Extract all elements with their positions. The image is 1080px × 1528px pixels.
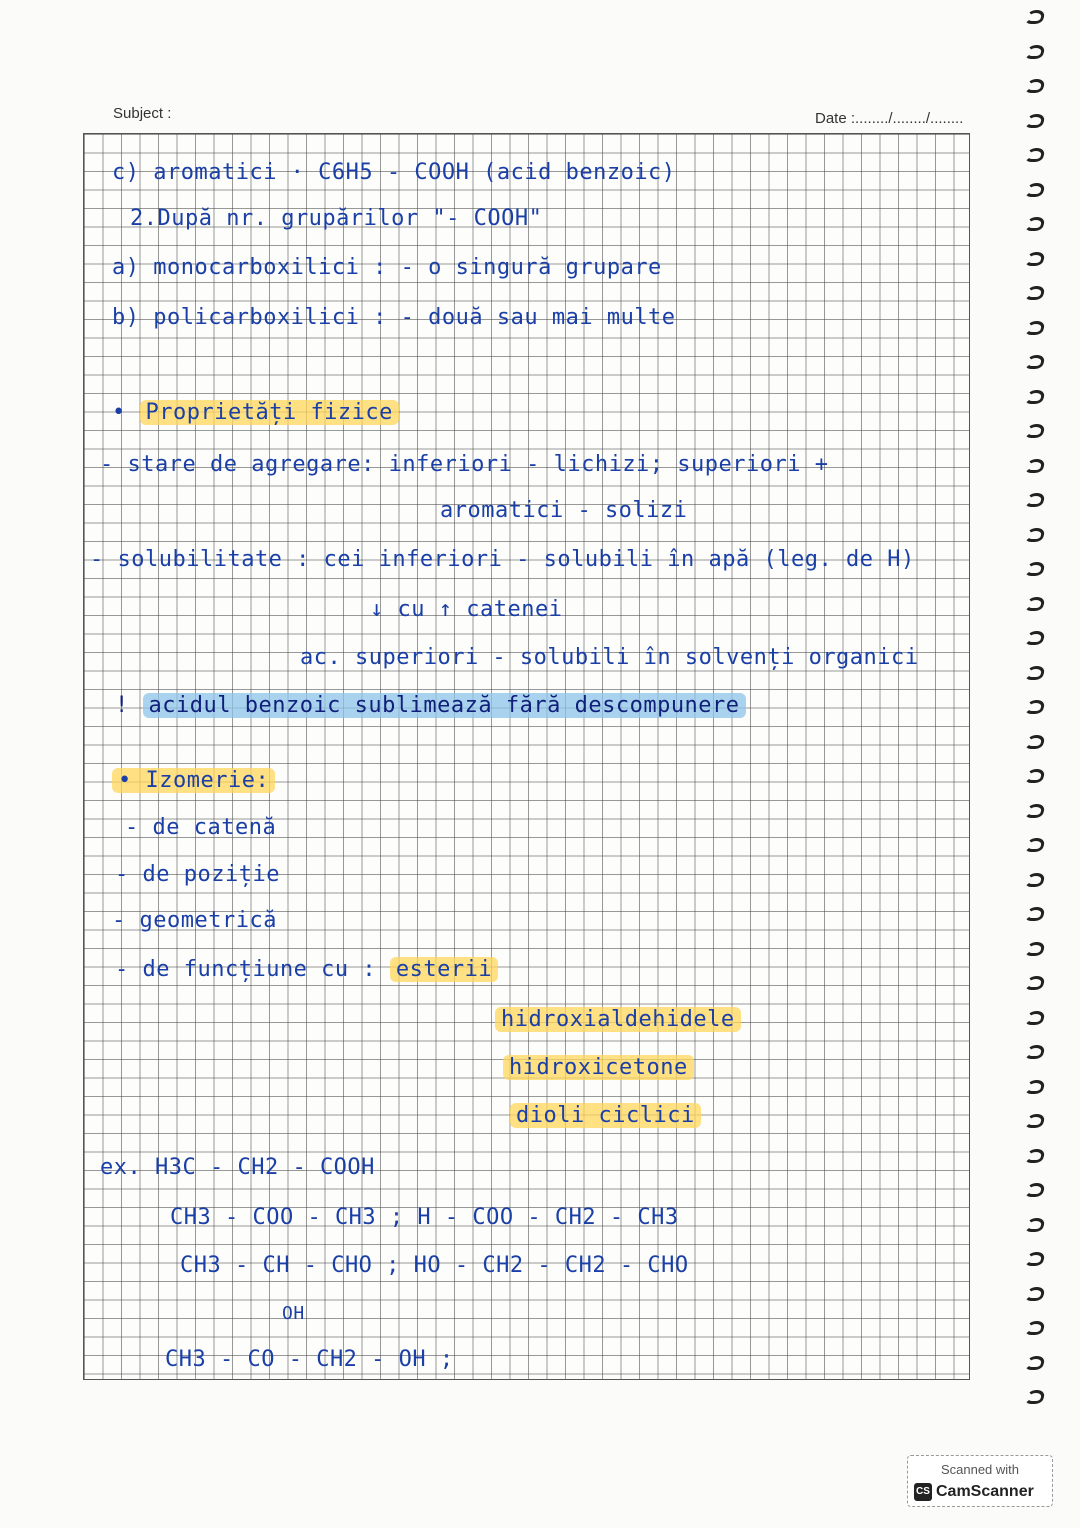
spiral-ring-icon bbox=[1024, 700, 1046, 714]
note-line: b) policarboxilici : - două sau mai multe bbox=[112, 305, 676, 330]
spiral-ring-icon bbox=[1024, 735, 1046, 749]
spiral-ring-icon bbox=[1024, 1114, 1046, 1128]
note-line: ↓ cu ↑ catenei bbox=[370, 597, 563, 622]
spiral-ring-icon bbox=[1024, 907, 1046, 921]
date-label: Date :......../......../........ bbox=[815, 110, 964, 127]
spiral-ring-icon bbox=[1024, 597, 1046, 611]
isomer-item: esterii bbox=[390, 957, 498, 982]
spiral-ring-icon bbox=[1024, 804, 1046, 818]
section-title: Proprietăți fizice bbox=[140, 400, 399, 425]
spiral-ring-icon bbox=[1024, 769, 1046, 783]
spiral-ring-icon bbox=[1024, 1252, 1046, 1266]
formula: CH3 - CH - CHO ; HO - CH2 - CH2 - CHO bbox=[180, 1253, 689, 1278]
example-label: ex. bbox=[100, 1155, 142, 1180]
spiral-ring-icon bbox=[1024, 1149, 1046, 1163]
camscanner-watermark bbox=[907, 1455, 1053, 1507]
note-line bbox=[510, 1103, 701, 1128]
watermark-brand bbox=[914, 1483, 1034, 1501]
note-line: ac. superiori - solubili în solvenți organici bbox=[300, 645, 919, 670]
spiral-ring-icon bbox=[1024, 873, 1046, 887]
spiral-binding bbox=[1018, 10, 1058, 1430]
note-line bbox=[115, 693, 746, 718]
spiral-ring-icon bbox=[1024, 1080, 1046, 1094]
section-title-text: Izomerie: bbox=[145, 768, 270, 793]
spiral-ring-icon bbox=[1024, 562, 1046, 576]
spiral-ring-icon bbox=[1024, 1356, 1046, 1370]
spiral-ring-icon bbox=[1024, 1390, 1046, 1404]
spiral-ring-icon bbox=[1024, 631, 1046, 645]
spiral-ring-icon bbox=[1024, 1183, 1046, 1197]
bullet: • bbox=[112, 400, 140, 425]
spiral-ring-icon bbox=[1024, 1011, 1046, 1025]
note-line: aromatici - solizi bbox=[440, 498, 688, 523]
watermark-text: Scanned with bbox=[940, 1462, 1020, 1477]
spiral-ring-icon bbox=[1024, 10, 1046, 24]
spiral-ring-icon bbox=[1024, 942, 1046, 956]
formula-substituent: OH bbox=[282, 1303, 305, 1324]
section-heading bbox=[112, 400, 399, 425]
spiral-ring-icon bbox=[1024, 286, 1046, 300]
note-line: - geometrică bbox=[112, 908, 277, 933]
spiral-ring-icon bbox=[1024, 1287, 1046, 1301]
spiral-ring-icon bbox=[1024, 976, 1046, 990]
formula: H3C - CH2 - COOH bbox=[155, 1155, 375, 1180]
note-line bbox=[495, 1007, 741, 1032]
spiral-ring-icon bbox=[1024, 1218, 1046, 1232]
spiral-ring-icon bbox=[1024, 148, 1046, 162]
note-line: 2.După nr. grupărilor "- COOH" bbox=[130, 206, 543, 231]
section-heading bbox=[112, 768, 275, 793]
isomer-item: hidroxialdehidele bbox=[495, 1007, 741, 1032]
spiral-ring-icon bbox=[1024, 114, 1046, 128]
spiral-ring-icon bbox=[1024, 459, 1046, 473]
spiral-ring-icon bbox=[1024, 666, 1046, 680]
subject-label: Subject : bbox=[113, 105, 172, 122]
note-line: - de poziție bbox=[115, 862, 280, 887]
formula: CH3 - COO - CH3 ; H - COO - CH2 - CH3 bbox=[170, 1205, 679, 1230]
note-line bbox=[115, 957, 498, 982]
spiral-ring-icon bbox=[1024, 390, 1046, 404]
note-line: c) aromatici · C6H5 - COOH (acid benzoic) bbox=[112, 160, 676, 185]
spiral-ring-icon bbox=[1024, 493, 1046, 507]
exclamation-mark: ! bbox=[115, 693, 129, 718]
camscanner-logo-icon: CS bbox=[914, 1483, 932, 1501]
example-line bbox=[100, 1155, 375, 1180]
spiral-ring-icon bbox=[1024, 217, 1046, 231]
spiral-ring-icon bbox=[1024, 79, 1046, 93]
spiral-ring-icon bbox=[1024, 1045, 1046, 1059]
spiral-ring-icon bbox=[1024, 838, 1046, 852]
formula: CH3 - CO - CH2 - OH ; bbox=[165, 1347, 454, 1372]
spiral-ring-icon bbox=[1024, 1321, 1046, 1335]
spiral-ring-icon bbox=[1024, 528, 1046, 542]
watermark-brand-text: CamScanner bbox=[936, 1483, 1034, 1501]
spiral-ring-icon bbox=[1024, 355, 1046, 369]
note-line: - solubilitate : cei inferiori - solubili în apă (leg. de H) bbox=[90, 547, 915, 572]
isomer-label: - de funcțiune cu : bbox=[115, 957, 377, 982]
spiral-ring-icon bbox=[1024, 45, 1046, 59]
spiral-ring-icon bbox=[1024, 424, 1046, 438]
spiral-ring-icon bbox=[1024, 321, 1046, 335]
section-title: • Izomerie: bbox=[112, 768, 275, 793]
isomer-item: dioli ciclici bbox=[510, 1103, 701, 1128]
note-line: - de catenă bbox=[125, 815, 277, 840]
isomer-item: hidroxicetone bbox=[503, 1055, 694, 1080]
note-line: - stare de agregare: inferiori - lichizi; superiori + bbox=[100, 452, 829, 477]
spiral-ring-icon bbox=[1024, 252, 1046, 266]
highlighted-note: acidul benzoic sublimează fără descompunere bbox=[143, 693, 746, 718]
spiral-ring-icon bbox=[1024, 183, 1046, 197]
note-line bbox=[503, 1055, 694, 1080]
note-line: a) monocarboxilici : - o singură grupare bbox=[112, 255, 662, 280]
